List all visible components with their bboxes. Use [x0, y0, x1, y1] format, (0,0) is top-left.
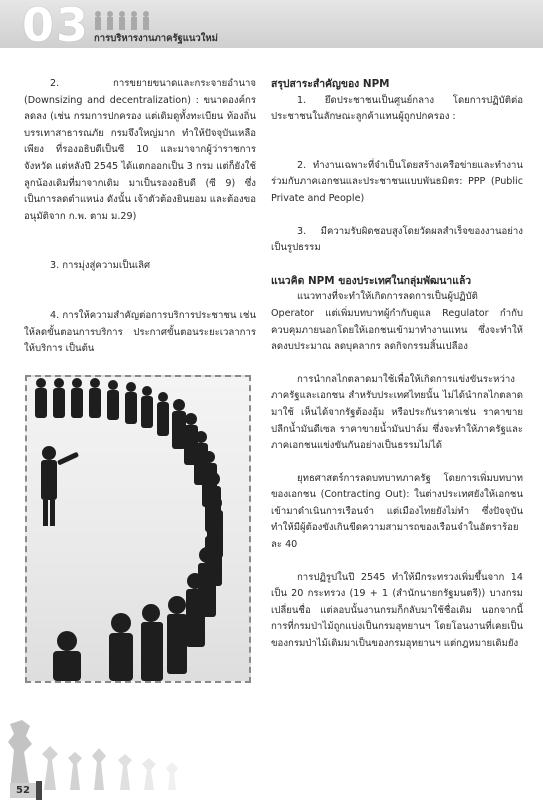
- reform-2545-paragraph: การปฏิรูปในปี 2545 ทำให้มีกระทรวงเพิ่มขึ้นจาก 14 เป็น 20 กระทรวง (19 + 1 (สำนักนายกรัฐมนตรี)) บางกรมเปลี่ยนชื่อ แต่ลอบนั้นงานกรมก็กลับมาใช้ชื่อเดิม นอกจากนี้การที่กรมป่าไม้ถูกแบ่งเป็นกรมอุทยานฯ โดยโอนงานที่เคยเป็นของกรมป่าไม้เดิมมาเป็นของกรมอุทยานฯ แต่กฎหมายเดิมยัง: [271, 571, 523, 650]
- people-circle-illustration: [27, 377, 249, 681]
- left-column: [24, 76, 256, 358]
- chapter-number: 03: [22, 0, 91, 52]
- summary-point-3: 3. มีความรับผิดชอบสูงโดยวัดผลสำเร็จของงานอย่างเป็นรูปธรรม: [271, 225, 523, 254]
- business-people-circle-photo: [25, 375, 251, 683]
- npm-developed-countries-heading: แนวคิด NPM ของประเทศในกลุ่มพัฒนาแล้ว: [271, 274, 472, 287]
- chess-pieces-decoration: [0, 690, 240, 790]
- chapter-header: [0, 0, 543, 52]
- operator-regulator-paragraph: แนวทางที่จะทำให้เกิดการลดการเป็นผู้ปฏิบัติ Operator แต่เพิ่มบทบาทผู้กำกับดูแล Regulator กำกับควบคุมภายนอกโดยให้เอกชนเข้ามาทำงานแทน ซึ่งจะทำให้ลดงบประมาณ ลดบุคลากร ลดกิจกรรมสิ้นเปลือง: [271, 291, 523, 353]
- chapter-title: การบริหารงานภาครัฐแนวใหม่: [94, 33, 218, 44]
- summary-point-1: 1. ยึดประชาชนเป็นศูนย์กลาง โดยการปฏิบัติต่อประชาชนในลักษณะลูกค้าแทนผู้ถูกปกครอง :: [271, 94, 523, 123]
- page-number-bar: [36, 781, 42, 800]
- right-column: [271, 76, 523, 653]
- point-2-downsizing: 2. การขยายขนาดและกระจายอำนาจ (Downsizing and decentralization) : ขนาดองค์กรลดลง (เช่น กรมการปกครอง แต่เดิมดูทั้งทะเบียน ท้องถิ่น บรรเทาสาธารณภัย กรมจึงใหญ่มาก ทำให้ปัจจุบันเหลือเพียง ที่รองอธิบดีเป็นซี 10 และมาจากผู้ว่าราชการจังหวัด แต่หลังปี 2545 ได้แตกออกเป็น 3 กรม แต่ก็ยังใช้ลูกน้องเดิมที่มาจากเดิม มาเป็นรองอธิบดี (ซี 9) ซึ่งเป็นการลดตำแหน่ง ดังนั้น เจ้าตัวต้องยินยอม และต้องขออนุมัติจาก ก.พ. ตาม ม.29): [24, 78, 257, 222]
- point-3-excellence: 3. การมุ่งสู่ความเป็นเลิศ: [50, 260, 151, 272]
- page-number: 52: [10, 783, 36, 798]
- market-mechanism-paragraph: การนำกลไกตลาดมาใช้เพื่อให้เกิดการแข่งขันระหว่างภาครัฐและเอกชน สำหรับประเทศไทยนั้น ไม่ได้นำกลไกตลาดมาใช้ เห็นได้จากรัฐต้องอุ้ม หรือประกันราคาเช่น ราคาขายปลีกน้ำมันดีเซล ราคาขายน้ำมันปาล์ม ซึ่งจะทำให้ภาครัฐและภาคเอกชนแข่งขันกันอย่างเป็นธรรมไม่ได้: [271, 373, 523, 452]
- point-4-public-service: 4. การให้ความสำคัญต่อการบริการประชาชน เช่น ให้ลดขั้นตอนการบริการ ประกาศขั้นตอนระยะเวลาการให้บริการ เป็นต้น: [24, 309, 256, 355]
- people-silhouettes-icon: [92, 10, 192, 30]
- npm-summary-heading: สรุปสาระสำคัญของ NPM: [271, 78, 390, 90]
- contracting-out-paragraph: ยุทธศาสตร์การลดบทบาทภาครัฐ โดยการเพิ่มบทบาทของเอกชน (Contracting Out): ในต่างประเทศยังให้เอกชนเข้ามาดำเนินการเรือนจำ แต่เมืองไทยยังไม่ทำ ซึ่งปัจจุบันทำให้มีผู้ต้องขังเกินขีดความสามารถของเรือนจำในอัตราร้อยละ 40: [271, 472, 523, 551]
- summary-point-2: 2. ทำงานเฉพาะที่จำเป็นโดยสร้างเครือข่ายและทำงานร่วมกับภาคเอกชนและประชาชนแบบพันธมิตร: PPP (Public Private and People): [271, 159, 523, 204]
